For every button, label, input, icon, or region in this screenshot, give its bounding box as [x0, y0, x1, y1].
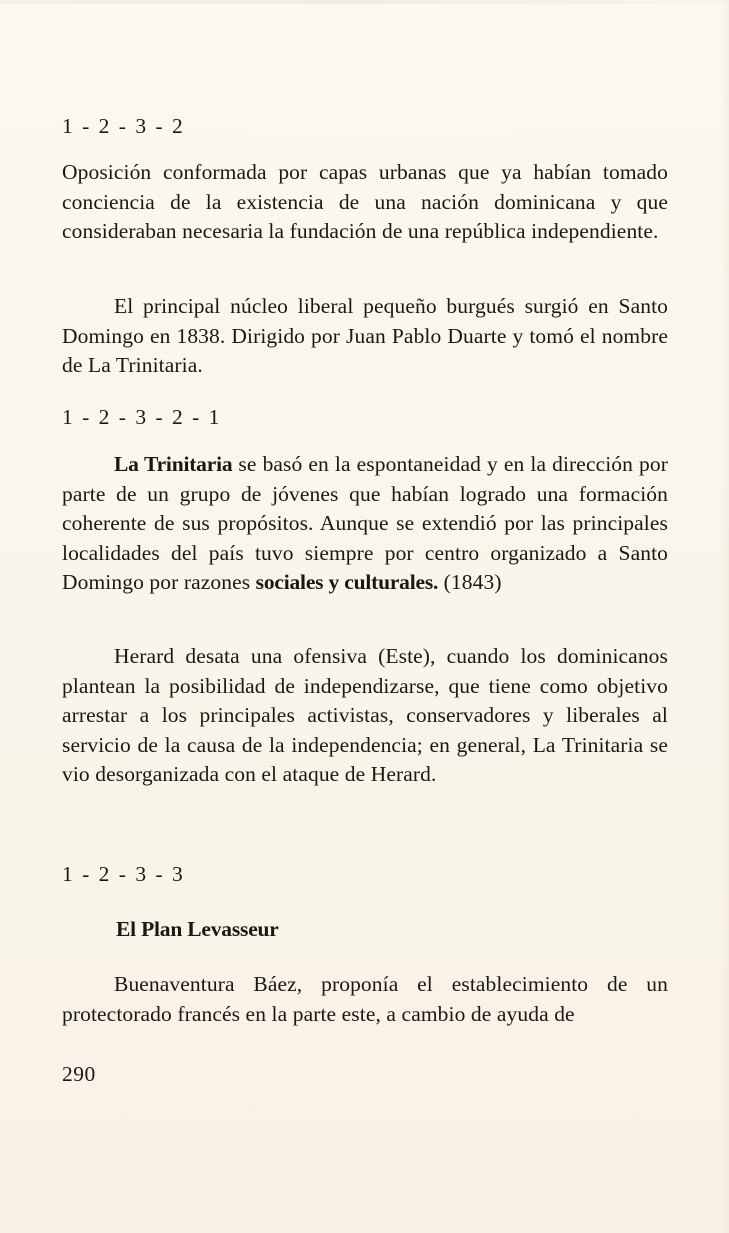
subheading-plan-levasseur: El Plan Levasseur	[116, 917, 279, 941]
page-right-edge	[721, 0, 729, 1233]
page-number: 290	[62, 1062, 96, 1086]
paragraph-oposicion: Oposición conformada por capas urbanas que ya habían tomado conciencia de la existencia de una nación dominicana y que consideraban necesaria la fundación de una república independiente.	[62, 160, 668, 243]
term-la-trinitaria: La Trinitaria	[114, 452, 233, 476]
section-number-1-2-3-2-1: 1 - 2 - 3 - 2 - 1	[62, 405, 222, 429]
page-top-edge	[0, 0, 729, 4]
paragraph-herard: Herard desata una ofensiva (Este), cuando los dominicanos plantean la posibilidad de independizarse, que tiene como objetivo arrestar a los principales activistas, conservadores y liberales al servicio de la causa de la independencia; en general, La Trinitaria se vio desorganizada con el ataque de Herard.	[62, 644, 668, 786]
paragraph-nucleo-liberal: El principal núcleo liberal pequeño burgués surgió en Santo Domingo en 1838. Dirigido por Juan Pablo Duarte y tomó el nombre de La Trinitaria.	[62, 294, 668, 377]
paragraph-la-trinitaria-year: (1843)	[438, 570, 502, 594]
term-sociales-culturales: sociales y culturales.	[255, 570, 439, 594]
section-number-1-2-3-3: 1 - 2 - 3 - 3	[62, 862, 185, 886]
paragraph-buenaventura-baez: Buenaventura Báez, proponía el establecimiento de un protectorado francés en la parte este, a cambio de ayuda de	[62, 972, 668, 1026]
paragraph-la-trinitaria-text: se basó en la espontaneidad y en la dirección por parte de un grupo de jóvenes que habían logrado una formación coherente de sus propósitos. Aunque se extendió por las principales localidades del país tuvo siempre por centro organizado a Santo Domingo por razones	[62, 452, 668, 594]
paragraph-la-trinitaria	[62, 450, 668, 598]
section-number-1-2-3-2: 1 - 2 - 3 - 2	[62, 114, 185, 138]
